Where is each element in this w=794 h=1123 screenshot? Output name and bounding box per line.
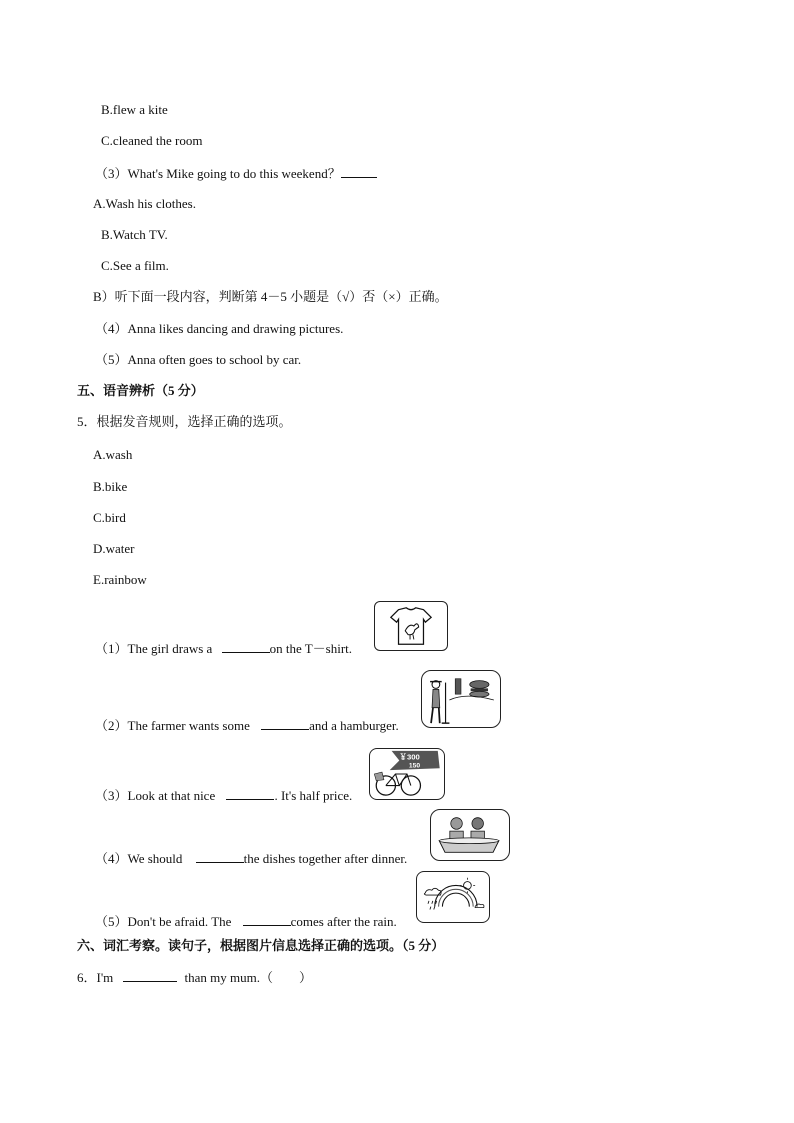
item-4-sentence: （4）We should the dishes together after dinner. — [95, 851, 408, 866]
question-6: 6．I'm than my mum.（ ） — [77, 970, 313, 985]
option-c-bird: C.bird — [93, 510, 126, 525]
rainbow-sun-cloud-icon — [416, 871, 490, 923]
section-5-heading: 五、语音辨析（5 分） — [77, 383, 204, 398]
question-3-stem: （3）What's Mike going to do this weekend？ — [95, 166, 341, 181]
price-original: ￥300 — [399, 752, 420, 762]
price-sale: 150 — [408, 762, 421, 770]
tshirt-bird-icon — [374, 601, 448, 651]
section-5-instruction: 5．根据发音规则，选择正确的选项。 — [77, 414, 292, 429]
option-a-wash: A.wash — [93, 447, 133, 462]
answer-blank[interactable] — [226, 787, 274, 800]
answer-blank[interactable] — [341, 165, 377, 178]
option-b-bike: B.bike — [93, 479, 128, 494]
answer-blank[interactable] — [243, 913, 291, 926]
option-a-wash-clothes: A.Wash his clothes. — [93, 196, 196, 211]
item-2-sentence: （2）The farmer wants some and a hamburger. — [95, 718, 399, 733]
question-3 — [95, 165, 377, 182]
question-5-statement: （5）Anna often goes to school by car. — [95, 352, 302, 367]
question-4-statement: （4）Anna likes dancing and drawing pictures. — [95, 321, 344, 336]
option-d-water: D.water — [93, 541, 135, 556]
item-1-sentence: （1）The girl draws a on the T－shirt. — [95, 641, 353, 656]
part-b-instruction: B）听下面一段内容，判断第 4－5 小题是（√）否（×）正确。 — [93, 289, 448, 304]
item-3-sentence: （3）Look at that nice . It's half price. — [95, 788, 353, 803]
option-e-rainbow: E.rainbow — [93, 572, 147, 587]
option-b-flew-kite: B.flew a kite — [101, 102, 168, 117]
kids-washing-dishes-icon — [430, 809, 510, 861]
option-b-watch-tv: B.Watch TV. — [101, 227, 168, 242]
option-c-see-film: C.See a film. — [101, 258, 169, 273]
item-5-sentence: （5）Don't be afraid. The comes after the rain. — [95, 914, 397, 929]
section-6-heading: 六、词汇考察。读句子，根据图片信息选择正确的选项。（5 分） — [77, 938, 445, 953]
answer-blank[interactable] — [222, 640, 270, 653]
bike-price-tag-icon — [369, 748, 445, 800]
answer-blank[interactable] — [196, 850, 244, 863]
option-c-cleaned-room: C.cleaned the room — [101, 133, 203, 148]
farmer-water-hamburger-icon — [421, 670, 501, 728]
answer-blank[interactable] — [123, 969, 177, 982]
answer-blank[interactable] — [261, 717, 309, 730]
